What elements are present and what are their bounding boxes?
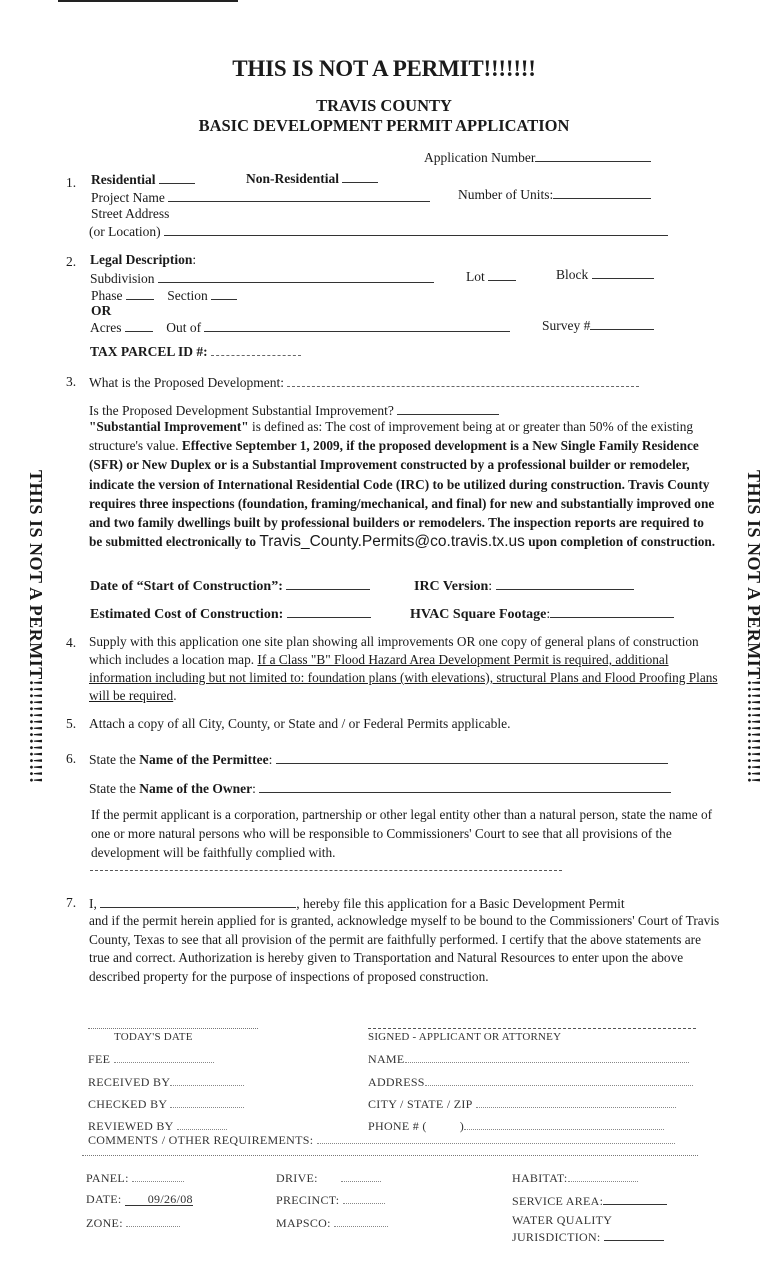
project-name-row (91, 189, 430, 206)
acres-field[interactable] (125, 319, 153, 332)
subdivision-field[interactable] (158, 270, 434, 283)
or-label: OR (91, 303, 112, 318)
service-area-field[interactable] (603, 1192, 667, 1205)
checked-by-row: CHECKED BY (88, 1096, 244, 1112)
application-number-row (424, 149, 651, 166)
survey-row (542, 317, 654, 334)
phase-row (91, 287, 237, 304)
survey-label: Survey # (542, 318, 591, 333)
received-by-row: RECEIVED BY (88, 1074, 244, 1090)
habitat-field[interactable] (568, 1170, 638, 1182)
permittee-field[interactable] (276, 751, 668, 764)
or-location-label: (or Location) (89, 224, 161, 239)
residential-row (91, 171, 195, 188)
todays-date-field[interactable] (88, 1028, 258, 1029)
section-number: 3. (66, 374, 77, 389)
section-field[interactable] (211, 287, 237, 300)
irc-version-field[interactable] (496, 577, 634, 590)
comments-row: COMMENTS / OTHER REQUIREMENTS: (88, 1132, 675, 1148)
section-label: Section (167, 288, 208, 303)
fee-row: FEE (88, 1051, 214, 1067)
owner-field[interactable] (259, 780, 671, 793)
section-number: 7. (66, 895, 77, 910)
phone-field[interactable] (464, 1118, 664, 1130)
jurisdiction-row: JURISDICTION: (512, 1228, 664, 1245)
block-row (556, 266, 654, 283)
date-row: DATE: 09/26/08 (86, 1192, 193, 1206)
phone-row: PHONE # ( ) (368, 1118, 664, 1134)
legal-description-heading: Legal Description: (90, 252, 197, 267)
side-banner-right: THIS IS NOT A PERMIT!!!!!!!!!!!!!!!! (744, 470, 764, 784)
project-name-label: Project Name (91, 190, 165, 205)
certification-first-line: I, , hereby file this application for a Basic Development Permit (89, 896, 625, 911)
zone-row: ZONE: (86, 1215, 180, 1231)
city-state-zip-field[interactable] (476, 1096, 676, 1108)
hvac-field[interactable] (550, 605, 674, 618)
signed-label: SIGNED - APPLICANT OR ATTORNEY (368, 1031, 562, 1043)
city-state-zip-row: CITY / STATE / ZIP (368, 1096, 676, 1112)
name-row: NAME (368, 1051, 689, 1067)
attach-permits-text: Attach a copy of all City, County, or State and / or Federal Permits applicable. (89, 716, 511, 731)
precinct-field[interactable] (343, 1192, 385, 1204)
estimated-cost-label: Estimated Cost of Construction: (90, 607, 284, 622)
permittee-label: Name of the Permittee (139, 752, 269, 767)
owner-row: State the Name of the Owner: (89, 780, 671, 797)
non-residential-label: Non-Residential (246, 171, 340, 186)
reviewed-by-field[interactable] (177, 1118, 227, 1130)
warning-title: THIS IS NOT A PERMIT!!!!!!! (232, 56, 536, 81)
phase-label: Phase (91, 288, 123, 303)
irc-version-label: IRC Version (414, 579, 489, 594)
application-number-label: Application Number (424, 150, 536, 165)
tax-parcel-label: TAX PARCEL ID #: (90, 344, 208, 359)
fee-field[interactable] (114, 1051, 214, 1063)
street-address-label: Street Address (91, 206, 170, 221)
location-row (89, 223, 668, 240)
tax-parcel-field[interactable] (211, 343, 301, 356)
county-title: TRAVIS COUNTY (316, 96, 452, 115)
permits-email-link[interactable]: Travis_County.Permits@co.travis.tx.us (259, 533, 525, 551)
substantial-improvement-notice: "Substantial Improvement" is defined as: The cost of improvement being at or greater than 50% of the existing structure's value. Effective September 1, 2009, if the proposed development is a New Single Family Residence (SFR) or New Duplex or is a Substantial Improvement constructed by a professional builder or remodeler, indicate the version of International Residential Code (IRC) to be utilized during construction. Travis County requires three inspections (foundation, framing/mechanical, and final) for new and substantially improved one and two family dwellings built by professional builders or remodelers. The inspection reports are required to be submitted electronically to Travis_County.Permits@co.travis.tx.us upon completion of construction. (89, 419, 716, 551)
non-residential-field[interactable] (342, 170, 378, 183)
survey-field[interactable] (590, 317, 654, 330)
name-field[interactable] (405, 1051, 689, 1063)
date-field[interactable]: 09/26/08 (125, 1193, 193, 1206)
residential-field[interactable] (159, 171, 195, 184)
hvac-label: HVAC Square Footage (410, 607, 547, 622)
address-row: ADDRESS (368, 1074, 693, 1090)
reviewed-by-row: REVIEWED BY (88, 1118, 227, 1134)
panel-row: PANEL: (86, 1170, 184, 1186)
responsible-persons-field[interactable] (90, 870, 562, 871)
acres-row (90, 319, 510, 336)
out-of-label: Out of (166, 320, 202, 335)
todays-date-label: TODAY'S DATE (114, 1031, 193, 1043)
mapsco-field[interactable] (334, 1215, 388, 1227)
service-area-row: SERVICE AREA: (512, 1192, 667, 1209)
number-of-units-field[interactable] (553, 186, 651, 199)
proposed-development-row (89, 374, 639, 391)
acres-label: Acres (90, 320, 122, 335)
block-label: Block (556, 267, 589, 282)
estimated-cost-row (90, 605, 371, 623)
irc-version-row: IRC Version: (414, 577, 634, 595)
site-plan-instructions: Supply with this application one site plan showing all improvements OR one copy of general plans of construction which includes a location map. If a Class "B" Flood Hazard Area Development Permit is required, additional information including but not limited to: foundation plans (with elevations), structural Plans and Flood Proofing Plans will be required. (89, 634, 718, 703)
application-number-field[interactable] (535, 149, 651, 162)
habitat-row: HABITAT: (512, 1170, 638, 1186)
residential-label: Residential (91, 172, 156, 187)
scan-edge-line (58, 0, 238, 2)
street-address-field[interactable] (164, 223, 668, 236)
section-number: 5. (66, 716, 77, 731)
side-banner-left: THIS IS NOT A PERMIT!!!!!!!!!!!!!!!! (26, 470, 46, 784)
certification-text: and if the permit herein applied for is granted, acknowledge myself to be bound to the Commissioners' Court of Travis County, Texas to see that all provision of the permit are faithfully performed. I certify that the above statements are true and correct. Authorization is hereby given to Transportation and Natural Resources to enter upon the above described property for the purpose of inspections of proposed construction. (89, 913, 720, 984)
hvac-row: HVAC Square Footage: (410, 605, 674, 623)
substantial-improvement-field[interactable] (397, 402, 499, 415)
non-residential-row (246, 170, 378, 187)
section-number: 1. (66, 175, 77, 190)
proposed-development-field[interactable] (287, 374, 639, 387)
phase-field[interactable] (126, 287, 154, 300)
form-title: BASIC DEVELOPMENT PERMIT APPLICATION (198, 116, 570, 135)
lot-field[interactable] (488, 268, 516, 281)
drive-row: DRIVE: (276, 1170, 381, 1186)
subdivision-row (90, 270, 434, 287)
section-number: 2. (66, 254, 77, 269)
applicant-name-field[interactable] (100, 895, 296, 908)
number-of-units-row (458, 186, 651, 203)
divider (82, 1155, 698, 1156)
checked-by-field[interactable] (170, 1096, 244, 1108)
comments-field[interactable] (317, 1132, 675, 1144)
permittee-row: State the Name of the Permittee: (89, 751, 668, 768)
project-name-field[interactable] (168, 189, 430, 202)
mapsco-row: MAPSCO: (276, 1215, 388, 1231)
tax-parcel-row (90, 343, 301, 360)
proposed-development-label: What is the Proposed Development: (89, 375, 284, 390)
start-date-label: Date of “Start of Construction”: (90, 579, 283, 594)
lot-row (466, 268, 516, 285)
section-number: 6. (66, 751, 77, 766)
section-number: 4. (66, 635, 77, 650)
estimated-cost-field[interactable] (287, 605, 371, 618)
zone-field[interactable] (126, 1215, 180, 1227)
start-date-field[interactable] (286, 577, 370, 590)
signature-field[interactable] (368, 1028, 696, 1029)
owner-label: Name of the Owner (139, 781, 253, 796)
precinct-row: PRECINCT: (276, 1192, 385, 1208)
start-date-row (90, 577, 370, 595)
received-by-field[interactable] (170, 1074, 244, 1086)
out-of-field[interactable] (204, 319, 510, 332)
jurisdiction-field[interactable] (604, 1228, 664, 1241)
responsible-persons-note: If the permit applicant is a corporation, partnership or other legal entity other than a natural person, state the name of one or more natural persons who will be responsible to Commissioners' Court to see that all provisions of the development will be faithfully complied with. (91, 807, 713, 860)
water-quality-label: WATER QUALITY (512, 1213, 613, 1227)
substantial-question-label: Is the Proposed Development Substantial Improvement? (89, 403, 394, 418)
number-of-units-label: Number of Units: (458, 187, 554, 202)
block-field[interactable] (592, 266, 654, 279)
address-field[interactable] (425, 1074, 693, 1086)
panel-field[interactable] (132, 1170, 184, 1182)
subdivision-label: Subdivision (90, 271, 155, 286)
drive-field[interactable] (341, 1170, 381, 1182)
lot-label: Lot (466, 269, 485, 284)
